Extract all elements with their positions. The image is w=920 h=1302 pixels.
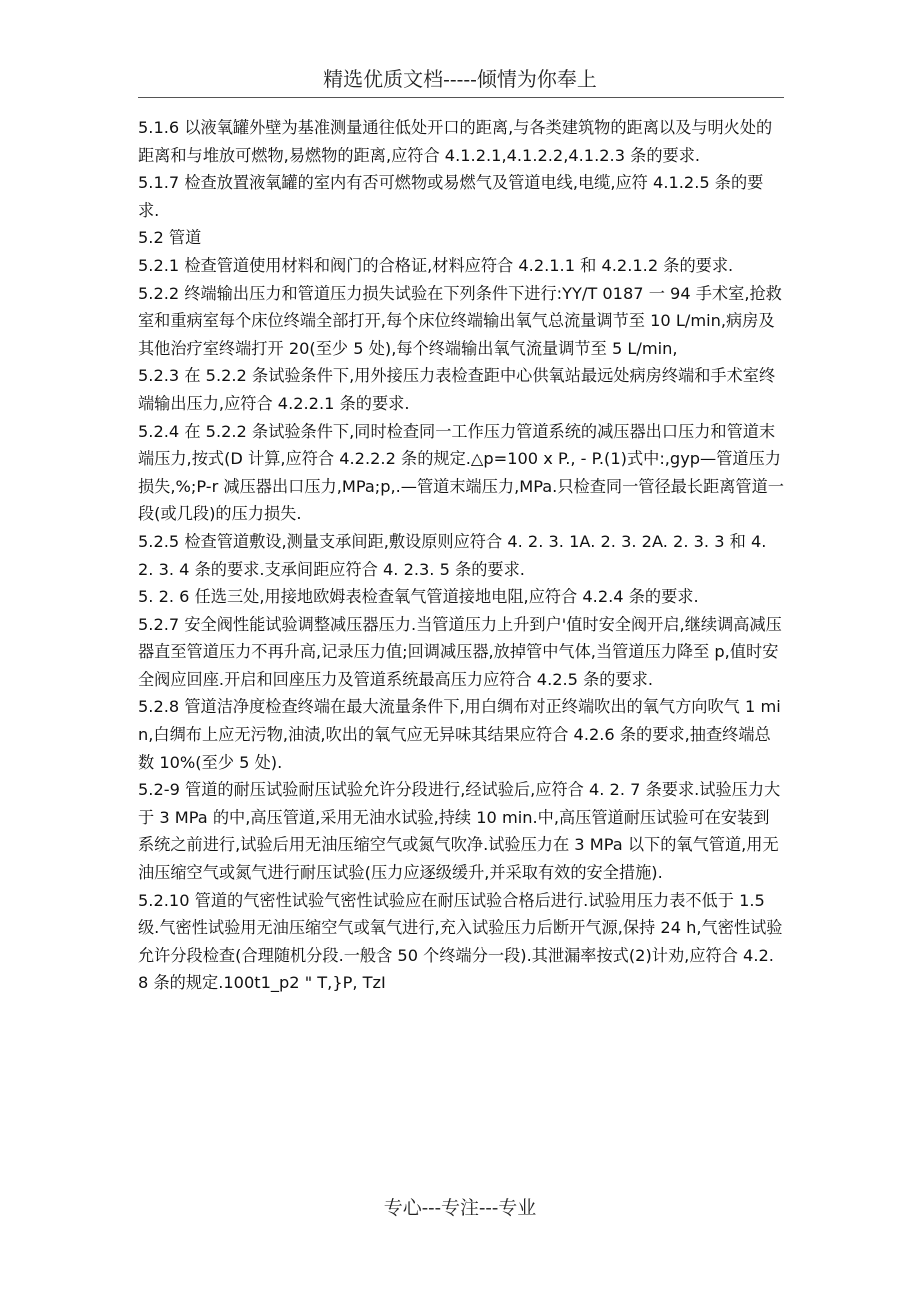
paragraph-5-2-3: 5.2.3 在 5.2.2 条试验条件下,用外接压力表检查距中心供氧站最远处病房终端和手术室终端输出压力,应符合 4.2.2.1 条的要求. [138, 366, 776, 413]
section-heading-5-2: 5.2 管道 [138, 228, 202, 248]
header-divider [138, 97, 784, 98]
paragraph-5-2-2: 5.2.2 终端输出压力和管道压力损失试验在下列条件下进行:YY/T 0187 一 94 手术室,抢救室和重病室每个床位终端全部打开,每个床位终端输出氧气总流量调节至 10 L/min,病房及其他治疗室终端打开 20(至少 5 处),每个终端输出氧气流量调节至 5 L/min, [138, 283, 782, 358]
page-footer: 专心---专注---专业 [383, 1197, 537, 1219]
paragraph-5-2-9: 5.2-9 管道的耐压试验耐压试验允许分段进行,经试验后,应符合 4. 2. 7 条要求.试验压力大于 3 MPa 的中,高压管道,采用无油水试验,持续 10 min.中,高压管道耐压试验可在安装到系统之前进行,试验后用无油压缩空气或氮气吹净.试验压力在 3 MPa 以下的氧气管道,用无油压缩空气或氮气进行耐压试验(压力应逐级缓升,并采取有效的安全措施). [138, 780, 781, 883]
paragraph-5-2-1: 5.2.1 检查管道使用材料和阀门的合格证,材料应符合 4.2.1.1 和 4.2.1.2 条的要求. [138, 255, 734, 275]
paragraph-5-2-5: 5.2.5 检查管道敷设,测量支承间距,敷设原则应符合 4. 2. 3. 1A. 2. 3. 2A. 2. 3. 3 和 4. 2. 3. 4 条的要求.支承间距应符合 4. 2.3. 5 条的要求. [138, 531, 767, 579]
paragraph-5-1-6: 5.1.6 以液氧罐外壁为基准测量通往低处开口的距离,与各类建筑物的距离以及与明火处的距离和与堆放可燃物,易燃物的距离,应符合 4.1.2.1,4.1.2.2,4.1.2.3 条的要求. [138, 118, 773, 165]
paragraph-5-2-7: 5.2.7 安全阀性能试验调整减压器压力.当管道压力上升到户'值时安全阀开启,继续调高减压器直至管道压力不再升高,记录压力值;回调减压器,放掉管中气体,当管道压力降至 p,值时安全阀应回座.开启和回座压力及管道系统最高压力应符合 4.2.5 条的要求. [138, 614, 782, 689]
paragraph-5-1-7: 5.1.7 检查放置液氧罐的室内有否可燃物或易燃气及管道电线,电缆,应符 4.1.2.5 条的要求. [138, 173, 764, 220]
document-body [138, 114, 784, 997]
page-header: 精选优质文档-----倾情为你奉上 [323, 67, 597, 91]
paragraph-5-2-4: 5.2.4 在 5.2.2 条试验条件下,同时检查同一工作压力管道系统的减压器出口压力和管道末端压力,按式(D 计算,应符合 4.2.2.2 条的规定.△p=100 x P., - P.(1)式中:,gyp—管道压力损失,%;P-r 减压器出口压力,MPa;p,.—管道末端压力,MPa.只检查同一管径最长距离管道一段(或几段)的压力损失. [138, 421, 784, 524]
paragraph-5-2-6: 5. 2. 6 任选三处,用接地欧姆表检查氧气管道接地电阻,应符合 4.2.4 条的要求. [138, 587, 699, 607]
paragraph-5-2-8: 5.2.8 管道洁净度检查终端在最大流量条件下,用白绸布对正终端吹出的氧气方向吹气 1 min,白绸布上应无污物,油渍,吹出的氧气应无异味其结果应符合 4.2.6 条的要求,抽查终端总数 10%(至少 5 处). [138, 697, 781, 772]
paragraph-5-2-10: 5.2.10 管道的气密性试验气密性试验应在耐压试验合格后进行.试验用压力表不低于 1.5 级.气密性试验用无油压缩空气或氧气进行,充入试验压力后断开气源,保持 24 h,气密性试验允许分段检查(合理随机分段.一般含 50 个终端分一段).其泄漏率按式(2)计劝,应符合 4.2.8 条的规定.100t1_p2 " T,}P, TzI [138, 890, 783, 993]
